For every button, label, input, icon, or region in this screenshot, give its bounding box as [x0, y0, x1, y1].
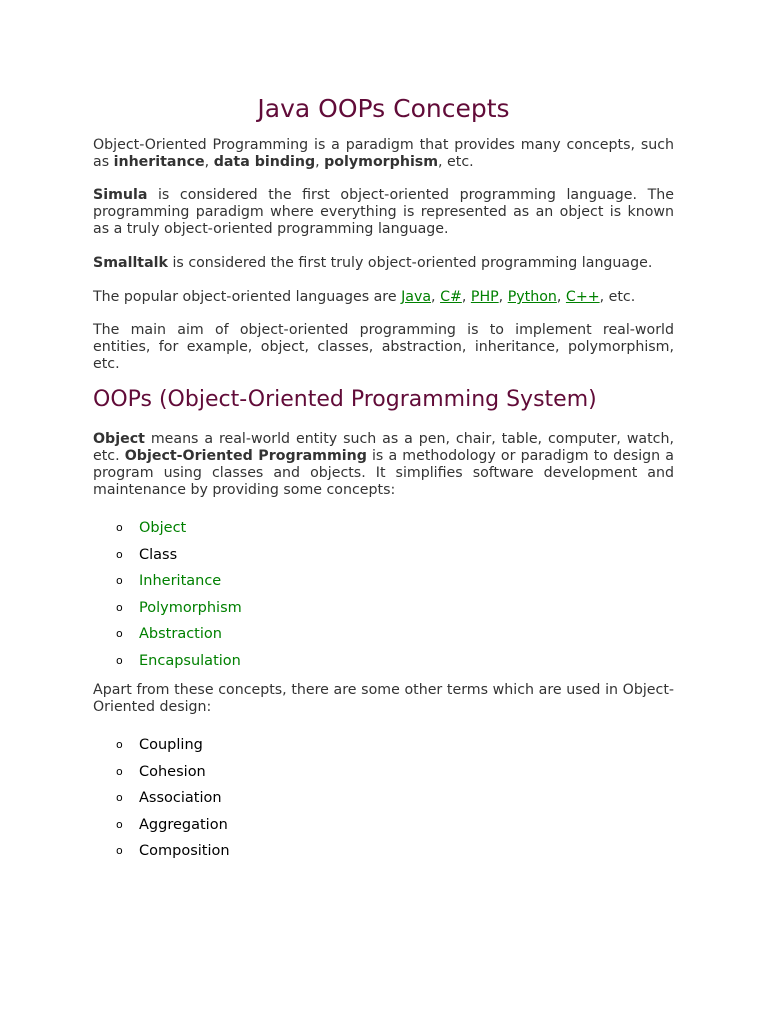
smalltalk-text: is considered the first truly object-oriented programming language. [167, 255, 653, 271]
concept-item-class [93, 542, 674, 569]
intro-end: , etc. [438, 154, 474, 170]
object-text-continued: is a methodology or paradigm to design a program using classes and objects. It simplifies software development and maintenance by providing some concepts: [93, 448, 674, 498]
separator: , [498, 289, 508, 305]
concept-label: Class [139, 546, 178, 563]
bullet-icon: o [116, 764, 123, 778]
bullet-icon: o [116, 547, 123, 561]
term-item-aggregation [93, 812, 674, 839]
bullet-icon: o [116, 627, 123, 640]
term-item-coupling [93, 732, 674, 759]
bullet-icon: o [116, 600, 123, 614]
bullet-icon: o [116, 817, 123, 831]
separator: , [315, 154, 325, 170]
bullet-icon: o [116, 791, 123, 804]
bullet-icon: o [116, 521, 123, 534]
concept-item-encapsulation[interactable] [93, 648, 674, 675]
link-csharp[interactable]: C# [440, 289, 462, 305]
term-smalltalk: Smalltalk [93, 255, 168, 271]
separator: , [431, 289, 441, 305]
term-label: Association [139, 790, 222, 806]
concept-item-object[interactable] [93, 515, 674, 542]
concept-item-polymorphism[interactable] [93, 595, 674, 622]
term-label: Coupling [139, 737, 203, 753]
term-label: Aggregation [139, 816, 228, 833]
link-php[interactable]: PHP [470, 289, 499, 305]
concept-label[interactable]: Inheritance [139, 573, 222, 589]
concept-item-inheritance[interactable] [93, 568, 674, 595]
document-page [93, 90, 674, 865]
intro-paragraph [93, 137, 674, 171]
other-terms-list [93, 732, 674, 865]
concept-label[interactable]: Polymorphism [139, 599, 242, 616]
concepts-list [93, 515, 674, 674]
other-terms-paragraph: Apart from these concepts, there are some other terms which are used in Object-Oriented design: [93, 682, 674, 715]
term-oop: Object-Oriented Programming [124, 448, 367, 464]
concept-item-abstraction[interactable] [93, 621, 674, 648]
main-aim-paragraph: The main aim of object-oriented programming is to implement real-world entities, for example, object, classes, abstraction, inheritance, polymorphism, etc. [93, 322, 674, 372]
popular-languages-paragraph [93, 289, 674, 306]
term-label: Cohesion [139, 763, 206, 780]
term-object: Object [93, 431, 145, 447]
concept-label[interactable]: Object [139, 520, 187, 536]
section-heading: OOPs (Object-Oriented Programming System) [93, 387, 597, 412]
bullet-icon: o [116, 844, 123, 857]
term-polymorphism: polymorphism [324, 154, 439, 170]
object-paragraph [93, 431, 674, 499]
term-item-association [93, 785, 674, 812]
separator: , [204, 154, 214, 170]
link-python[interactable]: Python [507, 289, 557, 305]
term-label: Composition [139, 843, 230, 859]
term-item-composition [93, 838, 674, 865]
concept-label[interactable]: Abstraction [139, 626, 222, 642]
bullet-icon: o [116, 574, 123, 587]
separator: , [461, 289, 471, 305]
separator: , [556, 289, 566, 305]
link-java[interactable]: Java [401, 289, 432, 305]
page-title: Java OOPs Concepts [257, 94, 510, 123]
bullet-icon: o [116, 653, 123, 667]
simula-paragraph [93, 187, 674, 238]
term-item-cohesion [93, 759, 674, 786]
term-simula: Simula [93, 187, 148, 203]
link-cpp[interactable]: C++ [565, 289, 600, 305]
term-inheritance: inheritance [113, 154, 205, 170]
smalltalk-paragraph [93, 255, 674, 272]
popular-text: The popular object-oriented languages are [93, 289, 402, 305]
bullet-icon: o [116, 738, 123, 751]
simula-text: is considered the first object-oriented programming language. The programming paradigm where everything is represented as an object is known as a truly object-oriented programming language. [93, 187, 674, 237]
intro-text: Object-Oriented Programming is a paradigm that provides many concepts, such as [93, 137, 674, 170]
object-text: means a real-world entity such as a pen, chair, table, computer, watch, etc. [93, 431, 674, 464]
popular-end: , etc. [599, 289, 636, 305]
term-data-binding: data binding [213, 154, 316, 170]
concept-label[interactable]: Encapsulation [139, 652, 241, 669]
